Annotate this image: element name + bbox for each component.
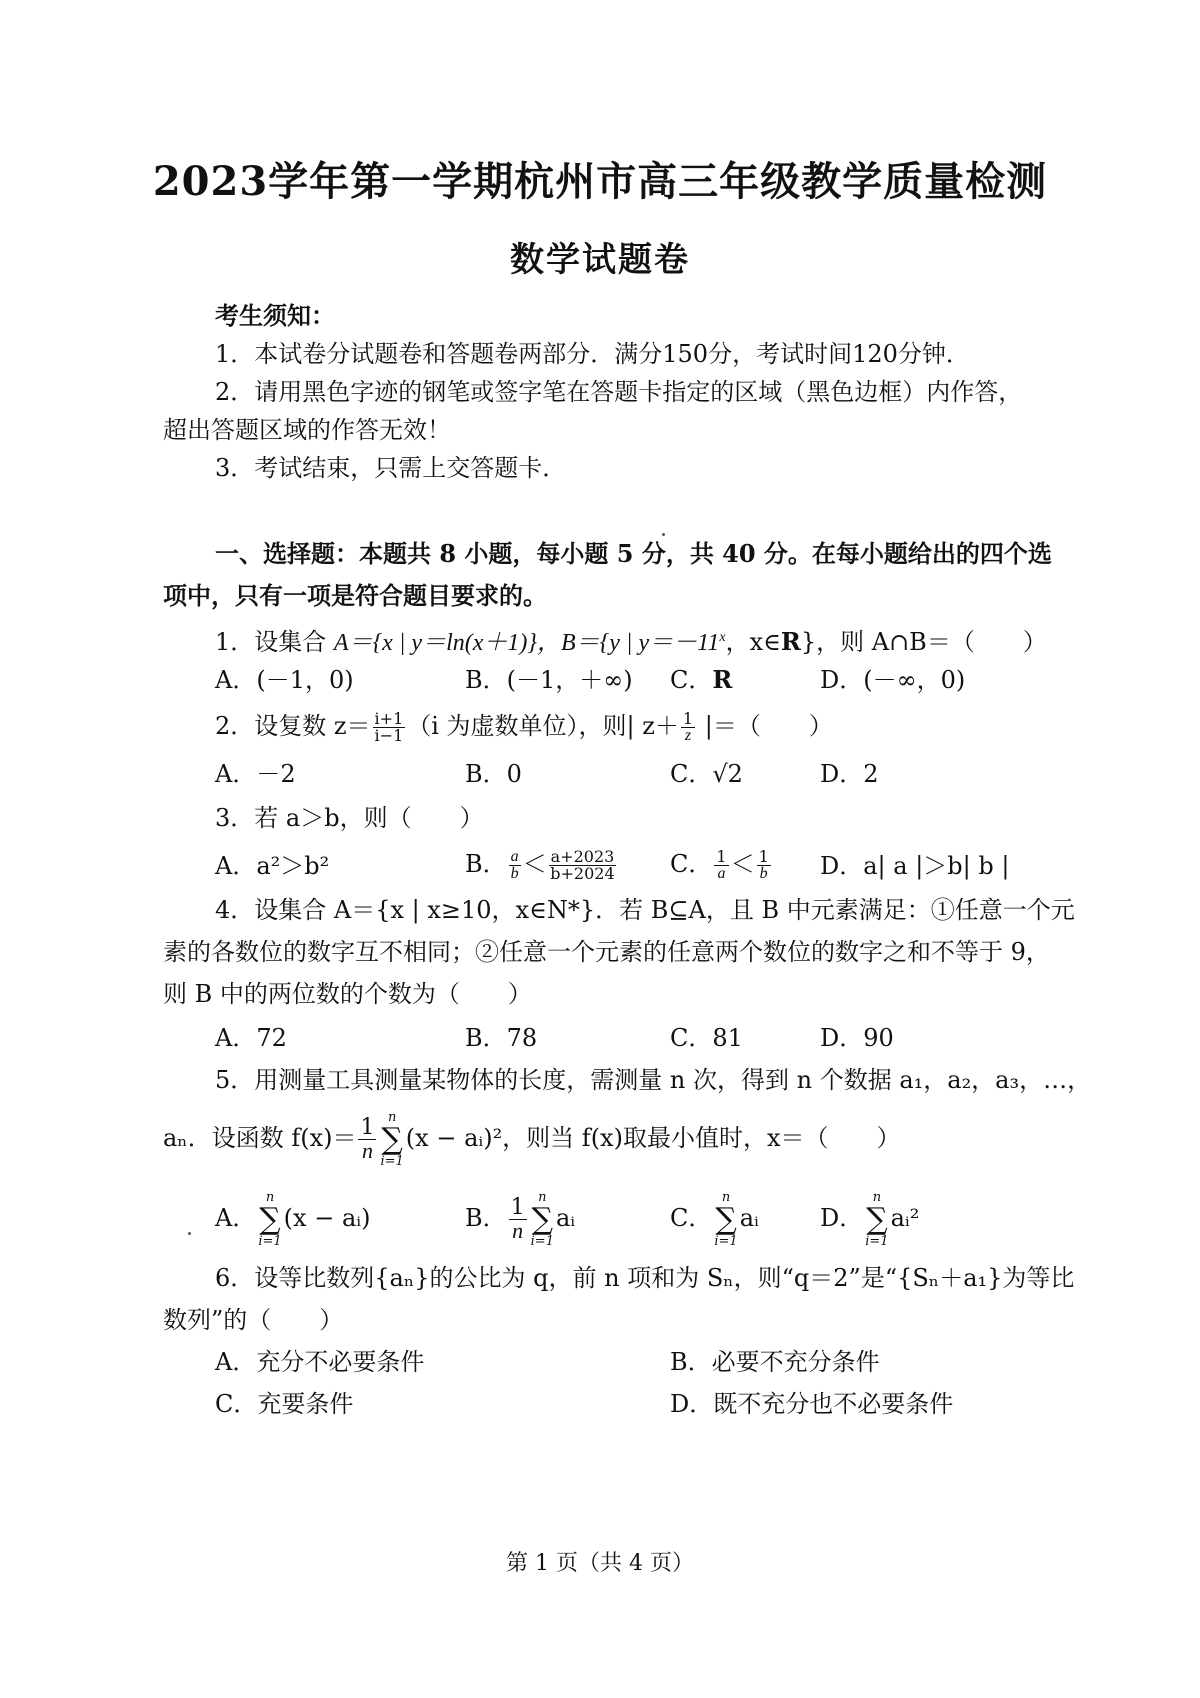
q3-option-b-label: B．	[465, 850, 507, 878]
q5-fraction	[358, 1117, 376, 1162]
q1-option-d: D．(－∞，0)	[820, 666, 966, 694]
q3-option-d: D．a| a |＞b| b |	[820, 852, 1010, 880]
q3-c-frac-2	[757, 849, 771, 882]
q5-d-sum	[865, 1191, 888, 1249]
q2-option-c: C．√2	[670, 760, 743, 788]
q2-option-d: D．2	[820, 760, 879, 788]
q5-c-sigma: ∑	[715, 1201, 737, 1237]
q4-option-a: A．72	[215, 1024, 287, 1052]
question-2-stem	[215, 710, 833, 744]
question-6-line1: 6．设等比数列{aₙ}的公比为 q，前 n 项和为 Sₙ，则“q＝2”是“{Sₙ＋a₁}为等比	[215, 1264, 1075, 1292]
question-4-line3: 则 B 中的两位数的个数为（ ）	[163, 980, 532, 1008]
question-1-stem	[215, 622, 1047, 659]
scan-speck	[662, 533, 665, 536]
q5-sigma: ∑	[381, 1121, 403, 1157]
q5-b-fraction	[509, 1197, 527, 1242]
section-heading-line1: 一、选择题：本题共 8 小题，每小题 5 分，共 40 分。在每小题给出的四个选	[215, 539, 1052, 568]
q5-b-frac-den: n	[512, 1218, 524, 1243]
q3-b-frac-1	[509, 849, 521, 882]
notice-item-2-cont: 超出答题区域的作答无效！	[163, 416, 451, 444]
q5-a-sum	[258, 1191, 281, 1249]
page-footer: 第 1 页（共 4 页）	[506, 1551, 694, 1576]
q5-option-d	[820, 1188, 919, 1249]
q5-option-d-label: D．	[820, 1204, 864, 1232]
q4-option-c: C．81	[670, 1024, 743, 1052]
q3-c-frac2-den: b	[759, 865, 768, 882]
q4-option-b: B．78	[465, 1024, 538, 1052]
q6-option-c: C．充要条件	[215, 1390, 354, 1418]
q5-a-sum-bottom: i=1	[258, 1233, 282, 1249]
exam-subtitle: 数学试题卷	[510, 240, 690, 280]
q5-line2-end: (x − aᵢ)²，则当 f(x)取最小值时，x＝（ ）	[405, 1124, 901, 1152]
q5-c-sum-top: n	[721, 1189, 731, 1205]
q3-b-frac-2	[549, 849, 617, 882]
q5-option-c	[670, 1188, 759, 1249]
q2-option-b: B．0	[465, 760, 522, 788]
notice-heading: 考生须知：	[215, 301, 335, 330]
q3-b-less-than: ＜	[522, 850, 547, 878]
q3-option-c	[670, 848, 773, 882]
q1-stem-end: }，则 A∩B＝（ ）	[800, 628, 1047, 656]
q5-d-sum-bottom: i=1	[865, 1233, 889, 1249]
q5-c-sum-bottom: i=1	[714, 1233, 738, 1249]
q2-stem-part: 2．设复数 z＝	[215, 712, 371, 740]
q1-stem-part2: ，x∈	[725, 628, 781, 656]
question-6-line2: 数列”的（ ）	[163, 1306, 344, 1334]
q6-option-b: B．必要不充分条件	[670, 1348, 880, 1376]
q5-b-sigma: ∑	[531, 1201, 554, 1237]
q3-b-frac2-num: a+2023	[550, 847, 615, 866]
question-4-line2: 素的各数位的数字互不相同；②任意一个元素的任意两个数位的数字之和不等于 9，	[163, 938, 1050, 966]
q5-option-a	[215, 1188, 370, 1249]
q5-a-sigma: ∑	[259, 1201, 281, 1237]
q5-option-a-label: A．	[215, 1204, 257, 1232]
q5-option-d-body: aᵢ²	[890, 1204, 920, 1232]
q5-option-c-label: C．	[670, 1204, 713, 1232]
q5-summation	[380, 1111, 403, 1169]
q1-exponent: x	[719, 630, 726, 645]
q1-stem-part: 1．设集合	[215, 628, 334, 656]
q4-option-d: D．90	[820, 1024, 894, 1052]
q3-option-b	[465, 848, 618, 882]
q1-real-set: R	[780, 627, 801, 656]
q5-b-sum	[531, 1191, 554, 1249]
q3-b-frac1-num: a	[510, 848, 519, 865]
q6-option-a: A．充分不必要条件	[215, 1348, 425, 1376]
q5-option-b	[465, 1188, 575, 1249]
q5-sum-top: n	[387, 1109, 397, 1125]
q5-line2-part: aₙ．设函数 f(x)＝	[163, 1124, 357, 1152]
notice-item-3: 3．考试结束，只需上交答题卡．	[215, 454, 567, 482]
q1-option-c	[670, 664, 732, 696]
q1-option-a: A．(－1，0)	[215, 666, 354, 694]
section-heading-line2: 项中，只有一项是符合题目要求的。	[163, 581, 547, 610]
q1-option-c-label: C．	[670, 666, 713, 694]
q6-option-d: D．既不充分也不必要条件	[670, 1390, 954, 1418]
question-4-line1: 4．设集合 A＝{x | x≥10，x∈N*}．若 B⊆A，且 B 中元素满足：①任意一个元	[215, 896, 1075, 924]
q3-option-c-label: C．	[670, 850, 713, 878]
q5-frac-num: 1	[360, 1115, 375, 1140]
q2-option-a: A．－2	[215, 760, 296, 788]
q5-option-a-body: (x − aᵢ)	[283, 1204, 371, 1232]
q5-b-sum-bottom: i=1	[530, 1233, 554, 1249]
q5-option-b-body: aᵢ	[555, 1204, 576, 1232]
q2-stem-part2: （i 为虚数单位），则| z＋	[407, 712, 679, 740]
scan-speck	[188, 1232, 191, 1235]
q1-option-b: B．(－1，＋∞)	[465, 666, 633, 694]
q3-b-frac2-den: b+2024	[550, 864, 615, 883]
q5-d-sum-top: n	[872, 1189, 882, 1205]
q5-b-sum-top: n	[538, 1189, 547, 1205]
q2-frac2-den: z	[684, 727, 692, 744]
q5-option-c-body: aᵢ	[739, 1204, 759, 1232]
notice-item-2: 2．请用黑色字迹的钢笔或签字笔在答题卡指定的区域（黑色边框）内作答，	[215, 378, 1023, 406]
question-5-line1: 5．用测量工具测量某物体的长度，需测量 n 次，得到 n 个数据 a₁，a₂，a₃，…，	[215, 1066, 1092, 1094]
q1-option-c-value: R	[712, 665, 733, 694]
q3-c-frac1-num: 1	[716, 847, 727, 866]
q5-sum-bottom: i=1	[380, 1153, 404, 1169]
q5-frac-den: n	[361, 1138, 373, 1163]
q5-c-sum	[714, 1191, 737, 1249]
q5-option-b-label: B．	[465, 1204, 507, 1232]
exam-title: 2023学年第一学期杭州市高三年级教学质量检测	[152, 158, 1048, 205]
q3-c-frac2-num: 1	[758, 847, 769, 866]
q2-stem-end: |＝（ ）	[697, 712, 833, 740]
q5-b-frac-num: 1	[510, 1195, 525, 1220]
q2-frac-den: i−1	[374, 726, 404, 745]
question-5-line2	[163, 1108, 901, 1169]
q2-frac-num: i+1	[374, 709, 404, 728]
q2-fraction	[373, 711, 406, 744]
q1-stem-set: A＝{x | y＝ln(x＋1)}，B＝{y | y＝－11	[333, 630, 720, 656]
q3-option-a: A．a²＞b²	[215, 852, 330, 880]
q2-frac2-num: 1	[682, 709, 694, 728]
q3-b-frac1-den: b	[510, 865, 519, 882]
q5-a-sum-top: n	[265, 1189, 275, 1205]
q3-c-frac-1	[714, 849, 728, 882]
q3-c-less-than: ＜	[730, 850, 755, 878]
q2-fraction-2	[681, 711, 695, 744]
question-3-stem: 3．若 a＞b，则（ ）	[215, 804, 484, 832]
q5-d-sigma: ∑	[866, 1201, 888, 1237]
notice-item-1: 1．本试卷分试题卷和答题卷两部分．满分150分，考试时间120分钟．	[215, 340, 970, 368]
q3-c-frac1-den: a	[717, 865, 726, 882]
